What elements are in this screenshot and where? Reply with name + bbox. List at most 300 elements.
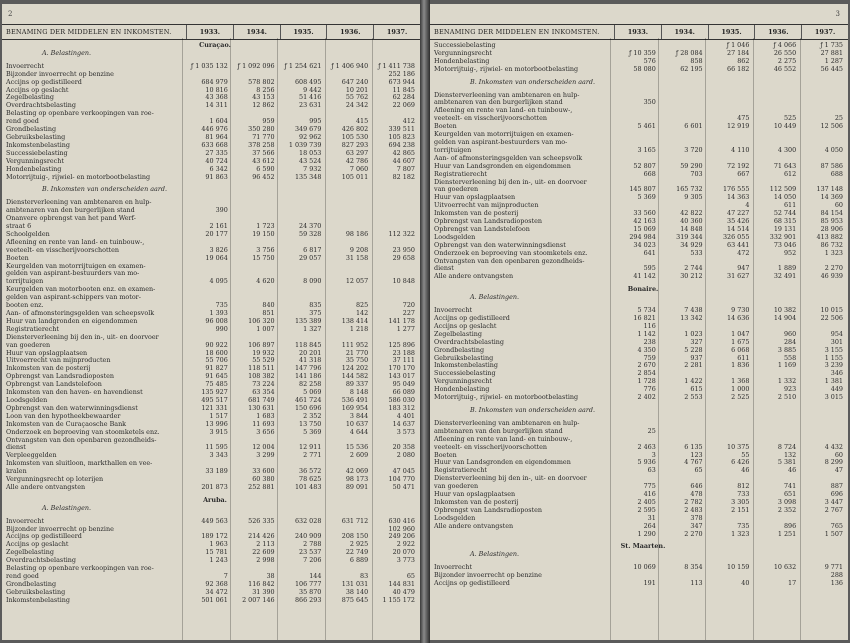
year-value-cell: 2 270 xyxy=(684,530,703,538)
year-value-cell xyxy=(326,71,373,79)
year-value-cell: 19 064 xyxy=(205,254,228,262)
year-value-cell: 20 177 xyxy=(205,230,228,238)
year-value-cell: 252 881 xyxy=(248,483,275,491)
year-value-cell: 47 xyxy=(834,467,843,475)
table-header xyxy=(2,24,420,40)
year-value-cell: 2 352 xyxy=(777,506,797,514)
year-value-cell xyxy=(801,155,848,163)
year-value-cell: 501 061 xyxy=(201,596,228,604)
year-header: 1936. xyxy=(754,25,801,39)
book-gutter xyxy=(420,0,430,643)
year-value-cell: 2 525 xyxy=(731,394,750,402)
year-value-cell xyxy=(186,526,233,534)
year-value-cell: 7 807 xyxy=(396,165,415,173)
row-label: Hondenbelasting xyxy=(434,386,490,394)
table-row xyxy=(430,523,848,531)
year-value-cell: 866 293 xyxy=(294,596,322,604)
year-value-cell xyxy=(326,565,373,573)
year-value-cell: 44 607 xyxy=(392,157,415,165)
year-value-cell xyxy=(754,258,801,266)
year-value-cell xyxy=(280,207,327,215)
year-value-cell: 89 091 xyxy=(345,483,369,491)
year-value-cell: 1 047 xyxy=(731,330,750,338)
year-value-cell: 56 445 xyxy=(820,65,843,73)
year-value-cell: 27 881 xyxy=(820,49,843,57)
year-value-cell: 7 932 xyxy=(303,165,322,173)
year-value-cell: 33 189 xyxy=(205,468,228,476)
year-value-cell: 73 046 xyxy=(773,241,797,249)
year-value-cell xyxy=(373,294,420,302)
year-value-cell: 2 275 xyxy=(777,57,797,65)
heading-text: A. Belastingen. xyxy=(470,294,520,302)
year-value-cell: 1 323 xyxy=(824,249,843,257)
table-row xyxy=(430,234,848,242)
row-label: Opbrengst van Landsradioposten xyxy=(434,218,542,226)
year-value-cell xyxy=(373,565,420,573)
year-value-cell: 6 135 xyxy=(684,443,703,451)
heading-text: Bonaire. xyxy=(627,286,659,294)
year-value-cell: 47 045 xyxy=(392,468,415,476)
table-row xyxy=(2,381,420,389)
year-value-cell: 46 939 xyxy=(820,273,843,281)
year-value-cell xyxy=(280,286,327,294)
year-value-cell xyxy=(326,526,373,534)
year-value-cell: 3 756 xyxy=(256,246,275,254)
table-row xyxy=(430,362,848,370)
year-value-cell xyxy=(326,286,373,294)
year-value-cell: 55 706 xyxy=(205,357,228,365)
year-value-cell: 1 142 xyxy=(637,330,656,338)
row-label: Inkomsten van de posterij xyxy=(434,498,519,506)
table-row xyxy=(2,342,420,350)
table-row xyxy=(430,436,848,444)
year-value-cell: 89 337 xyxy=(345,381,369,389)
year-value-cell xyxy=(614,179,661,187)
year-value-cell: 446 976 xyxy=(201,126,228,134)
year-value-cell: 55 xyxy=(741,451,750,459)
year-value-cell xyxy=(614,572,661,580)
year-value-cell: 189 172 xyxy=(201,533,228,541)
row-label: ambtenaren van den burgerlijken stand xyxy=(6,207,135,215)
year-value-cell: 12 862 xyxy=(252,102,275,110)
row-label: Hondenbelasting xyxy=(6,165,62,173)
year-value-cell: 378 xyxy=(690,514,703,522)
table-row xyxy=(430,92,848,100)
year-value-cell: 33 560 xyxy=(633,210,656,218)
year-value-cell: 611 xyxy=(783,202,797,210)
year-value-cell xyxy=(754,572,801,580)
year-value-cell: 40 360 xyxy=(680,218,703,226)
year-value-cell: 327 xyxy=(690,338,703,346)
year-value-cell xyxy=(233,207,280,215)
year-value-cell: 12 506 xyxy=(820,123,843,131)
year-value-cell: 14 848 xyxy=(680,225,703,233)
table-row xyxy=(430,531,848,539)
year-value-cell: 3 844 xyxy=(349,412,369,420)
table-row xyxy=(2,476,420,484)
table-row xyxy=(2,302,420,310)
row-label: Uitvoerrecht van mijnproducten xyxy=(434,202,539,210)
row-label: Invoerrecht xyxy=(6,517,45,525)
table-row xyxy=(2,589,420,597)
subsection-heading xyxy=(2,505,420,513)
year-value-cell: 1 889 xyxy=(777,265,797,273)
year-value-cell: 651 xyxy=(783,491,797,499)
table-row xyxy=(430,273,848,281)
year-value-cell: 227 xyxy=(402,310,415,317)
year-value-cell: 3 885 xyxy=(777,346,797,354)
year-value-cell xyxy=(373,263,420,271)
year-value-cell: 87 586 xyxy=(820,162,843,170)
year-value-cell: 72 192 xyxy=(727,162,750,170)
year-value-cell xyxy=(801,436,848,444)
table-row xyxy=(2,263,420,271)
year-value-cell: 63 354 xyxy=(252,389,275,397)
year-value-cell: 11 693 xyxy=(252,420,275,428)
table-row xyxy=(2,223,420,231)
year-value-cell: 31 xyxy=(647,514,656,522)
year-value-cell: 694 238 xyxy=(388,141,415,149)
year-value-cell xyxy=(280,437,327,445)
row-label: Onderzoek en beproeving van stoomketels enz. xyxy=(6,428,160,436)
table-row xyxy=(2,452,420,460)
year-value-cell: 27 184 xyxy=(727,49,750,57)
year-value-cell: 201 873 xyxy=(201,483,228,491)
year-value-cell: 827 293 xyxy=(341,141,369,149)
year-value-cell xyxy=(708,572,755,580)
row-label: Schoolgelden xyxy=(6,230,50,238)
year-value-cell: 284 xyxy=(783,338,797,346)
year-value-cell: 412 xyxy=(402,118,415,126)
section-heading xyxy=(2,497,420,505)
year-value-cell: 10 449 xyxy=(773,123,797,131)
year-value-cell: 4 644 xyxy=(349,428,369,436)
table-row xyxy=(430,307,848,315)
year-value-cell: 3 155 xyxy=(824,346,843,354)
year-value-cell xyxy=(754,370,801,378)
year-value-cell: 5 734 xyxy=(637,307,656,315)
year-value-cell: 82 182 xyxy=(392,173,415,181)
year-value-cell xyxy=(754,179,801,187)
row-label: Loodsgelden xyxy=(6,396,48,404)
year-value-cell: 667 xyxy=(737,170,750,178)
row-label: veeteelt- en visscherijvoorschotten xyxy=(6,246,120,254)
table-row xyxy=(430,186,848,194)
table-row xyxy=(430,467,848,475)
year-value-cell: 319 344 xyxy=(676,233,703,241)
year-value-cell: 5 381 xyxy=(777,459,797,467)
year-value-cell: 23 631 xyxy=(299,102,322,110)
year-value-cell: 86 732 xyxy=(820,241,843,249)
row-label: Inkomstenbelasting xyxy=(434,362,498,370)
year-header: 1935. xyxy=(280,25,327,39)
year-value-cell: 350 280 xyxy=(248,126,275,134)
year-value-cell: 1 323 xyxy=(731,530,750,538)
row-label: Zegelbelasting xyxy=(6,549,54,557)
year-value-cell: 31 158 xyxy=(345,254,369,262)
year-value-cell: 288 xyxy=(830,572,843,580)
row-label: Motorrijtuig-, rijwiel- en motorbootbelasting xyxy=(434,394,579,402)
year-value-cell: 1 000 xyxy=(731,386,750,394)
table-row xyxy=(2,207,420,215)
year-value-cell: 40 479 xyxy=(392,588,415,596)
table-row xyxy=(430,355,848,363)
table-row xyxy=(430,171,848,179)
year-value-cell xyxy=(614,420,661,428)
year-value-cell: 106 777 xyxy=(294,580,322,588)
year-header: 1933. xyxy=(614,25,661,39)
year-value-cell: 102 960 xyxy=(388,525,415,533)
year-value-cell xyxy=(708,323,755,331)
year-value-cell: 952 xyxy=(783,249,797,257)
year-value-cell xyxy=(708,436,755,444)
year-header: 1937. xyxy=(801,25,848,39)
year-value-cell xyxy=(280,239,327,247)
year-value-cell xyxy=(661,42,708,50)
year-value-cell xyxy=(186,294,233,302)
table-row xyxy=(430,572,848,580)
row-label: Uitvoerrecht van mijnproducten xyxy=(6,357,111,365)
subsection-heading xyxy=(2,186,420,194)
row-label: Huur van landgronden en eigendommen xyxy=(6,317,138,325)
year-value-cell xyxy=(708,99,755,107)
year-value-cell: 62 284 xyxy=(392,94,415,102)
year-value-cell: 14 636 xyxy=(727,315,750,322)
row-label: Diensterverleening bij den in-, uit- en doorvoer xyxy=(6,333,159,341)
year-value-cell: 1 023 xyxy=(684,330,703,338)
year-value-cell: 92 368 xyxy=(205,580,228,588)
year-value-cell: 121 331 xyxy=(201,404,228,412)
year-value-cell: 34 929 xyxy=(680,241,703,249)
year-value-cell: 3 826 xyxy=(209,246,228,254)
year-value-cell: 59 290 xyxy=(680,162,703,170)
heading-text: St. Maarten. xyxy=(620,543,666,551)
subsection-heading xyxy=(2,50,420,58)
table-row xyxy=(430,491,848,499)
table-row xyxy=(2,270,420,278)
year-value-cell: 347 xyxy=(690,522,703,530)
year-value-cell xyxy=(280,526,327,534)
table-row xyxy=(2,581,420,589)
year-value-cell: 91 645 xyxy=(205,373,228,381)
year-value-cell: 23 950 xyxy=(392,246,415,254)
year-value-cell: 8 148 xyxy=(349,389,369,397)
year-value-cell xyxy=(754,139,801,147)
row-label: Alle andere ontvangsten xyxy=(6,483,86,491)
year-value-cell: 2 151 xyxy=(731,506,750,514)
year-value-cell xyxy=(661,428,708,436)
year-value-cell: 703 xyxy=(690,170,703,178)
year-value-cell xyxy=(661,420,708,428)
year-value-cell: 42 786 xyxy=(345,157,369,165)
table-row xyxy=(430,226,848,234)
year-value-cell: 135 927 xyxy=(201,389,228,397)
year-value-cell: 611 xyxy=(737,354,750,362)
year-value-cell: 2 998 xyxy=(256,557,275,565)
row-label: Invoerrecht xyxy=(6,62,45,70)
year-value-cell xyxy=(614,42,661,50)
row-label: Opbrengst van Landsradioposten xyxy=(6,373,114,381)
table-row xyxy=(2,286,420,294)
row-label: Vergunningsrecht xyxy=(434,49,492,57)
year-value-cell: 294 984 xyxy=(629,233,656,241)
year-value-cell: 3 773 xyxy=(396,557,415,565)
year-value-cell: 10 015 xyxy=(820,307,843,315)
year-value-cell: 472 xyxy=(737,249,750,257)
year-value-cell: 34 023 xyxy=(633,241,656,249)
year-value-cell: 183 312 xyxy=(388,404,415,412)
table-row xyxy=(2,294,420,302)
year-value-cell: 851 xyxy=(262,310,275,317)
year-value-cell: 52 807 xyxy=(633,162,656,170)
row-label: Belasting op openbare verkoopingen van roe- xyxy=(6,565,154,573)
year-value-cell xyxy=(708,139,755,147)
table-row xyxy=(2,389,420,397)
year-value-cell xyxy=(661,370,708,378)
table-row xyxy=(2,444,420,452)
year-value-cell: 3 720 xyxy=(684,146,703,154)
year-value-cell: 63 xyxy=(647,467,656,475)
row-label: Accijns op geslacht xyxy=(434,322,497,330)
year-value-cell: 1 683 xyxy=(256,412,275,420)
row-label: Alle andere ontvangsten xyxy=(434,273,514,281)
year-value-cell: 4 300 xyxy=(777,146,797,154)
subsection-heading xyxy=(430,79,848,87)
year-value-cell: 81 964 xyxy=(205,133,228,141)
year-value-cell xyxy=(186,239,233,247)
table-row xyxy=(2,166,420,174)
year-value-cell: 733 xyxy=(737,491,750,499)
header-label: BENAMING DER MIDDELEN EN INKOMSTEN. xyxy=(434,28,600,36)
row-label: Afleening en rente van land- en tuinbouw-, xyxy=(434,435,573,443)
table-row xyxy=(2,518,420,526)
year-value-cell xyxy=(373,207,420,215)
year-value-cell: 2 854 xyxy=(637,370,656,378)
table-row xyxy=(430,394,848,402)
year-value-cell: 116 xyxy=(643,322,656,330)
year-value-cell: 23 537 xyxy=(299,549,322,557)
year-value-cell xyxy=(186,286,233,294)
year-value-cell: 28 906 xyxy=(820,225,843,233)
row-label: Opbrengst van Landstelefoon xyxy=(6,381,102,389)
year-header: 1934. xyxy=(233,25,280,39)
year-value-cell xyxy=(186,263,233,271)
year-value-cell: 13 342 xyxy=(680,315,703,322)
row-label: gelden van aspirant-bestuurders van mo- xyxy=(6,270,140,278)
year-value-cell: 130 631 xyxy=(248,404,275,412)
row-label: Registratierecht xyxy=(434,170,487,178)
year-value-cell: 1 277 xyxy=(396,325,415,333)
year-value-cell xyxy=(373,270,420,278)
row-label: Boeten xyxy=(434,123,457,131)
year-value-cell xyxy=(661,155,708,163)
table-row xyxy=(2,541,420,549)
year-value-cell: 264 xyxy=(643,522,656,530)
year-value-cell: 947 xyxy=(737,265,750,273)
row-label: Opbrengst van den waterwinningsdienst xyxy=(434,241,566,249)
year-value-cell xyxy=(326,334,373,342)
year-value-cell xyxy=(373,110,420,118)
year-value-cell: 12 057 xyxy=(345,278,369,286)
row-label: Onanvere opbrengst van het pand Werf- xyxy=(6,215,136,223)
row-label: Loodsgelden xyxy=(434,514,476,522)
year-value-cell: 21 770 xyxy=(345,349,369,357)
table-row xyxy=(2,118,420,126)
year-value-cell: 141 186 xyxy=(294,373,322,381)
year-value-cell xyxy=(614,107,661,115)
year-value-cell xyxy=(708,92,755,100)
year-value-cell: 59 328 xyxy=(299,230,322,238)
year-value-cell: 3 239 xyxy=(824,362,843,370)
year-value-cell xyxy=(186,71,233,79)
year-value-cell: 46 xyxy=(788,467,797,475)
year-value-cell: 495 517 xyxy=(201,396,228,404)
table-row xyxy=(2,231,420,239)
year-value-cell: 2 609 xyxy=(349,452,369,460)
row-label: Ontvangsten van den openbaren gezondheids- xyxy=(6,436,157,444)
year-value-cell: 15 069 xyxy=(633,225,656,233)
year-value-cell: 696 xyxy=(830,491,843,499)
year-value-cell xyxy=(326,110,373,118)
year-value-cell: 116 842 xyxy=(248,580,275,588)
year-value-cell: 461 724 xyxy=(294,396,322,404)
table-row xyxy=(2,334,420,342)
year-value-cell: 17 xyxy=(788,580,797,588)
year-value-cell xyxy=(186,437,233,445)
year-value-cell: 35 870 xyxy=(299,588,322,596)
heading-text: Aruba. xyxy=(203,496,227,504)
year-value-cell: 526 335 xyxy=(248,517,275,525)
year-value-cell: 9 208 xyxy=(349,246,369,254)
year-value-cell: 7 xyxy=(223,573,228,580)
year-value-cell xyxy=(186,334,233,342)
year-value-cell: 9 730 xyxy=(731,307,750,315)
year-value-cell: 131 031 xyxy=(341,580,369,588)
table-row xyxy=(2,278,420,286)
year-value-cell: 35 750 xyxy=(345,357,369,365)
year-value-cell xyxy=(280,460,327,468)
year-value-cell: 78 625 xyxy=(299,476,322,484)
year-value-cell xyxy=(614,202,661,210)
year-value-cell: 20 358 xyxy=(392,444,415,452)
row-label: Accijns op geslacht xyxy=(6,86,69,94)
year-value-cell xyxy=(801,107,848,115)
year-value-cell: 4 350 xyxy=(637,346,656,354)
year-value-cell: 105 011 xyxy=(341,173,369,181)
table-row xyxy=(2,71,420,79)
year-value-cell: 46 552 xyxy=(773,65,797,73)
year-value-cell xyxy=(326,199,373,207)
year-value-cell: 135 348 xyxy=(294,173,322,181)
year-value-cell xyxy=(708,515,755,523)
year-value-cell xyxy=(373,239,420,247)
year-value-cell: 29 658 xyxy=(392,254,415,262)
year-value-cell: 165 732 xyxy=(676,186,703,194)
year-value-cell: 19 150 xyxy=(252,230,275,238)
row-label: straat 6 xyxy=(6,223,32,231)
row-label: Successiebelasting xyxy=(6,149,68,157)
year-value-cell xyxy=(801,139,848,147)
table-row xyxy=(430,452,848,460)
year-value-cell: 18 600 xyxy=(205,349,228,357)
year-value-cell: 3 573 xyxy=(396,428,415,436)
year-value-cell: 346 xyxy=(830,370,843,378)
year-value-cell: 51 416 xyxy=(299,94,322,102)
row-label: Bijzonder invoerrecht op benzine xyxy=(6,70,114,78)
row-label: Zegelbelasting xyxy=(6,94,54,102)
year-value-cell xyxy=(708,370,755,378)
row-label: gelden van aspirant-bestuurders van mo- xyxy=(434,138,568,146)
